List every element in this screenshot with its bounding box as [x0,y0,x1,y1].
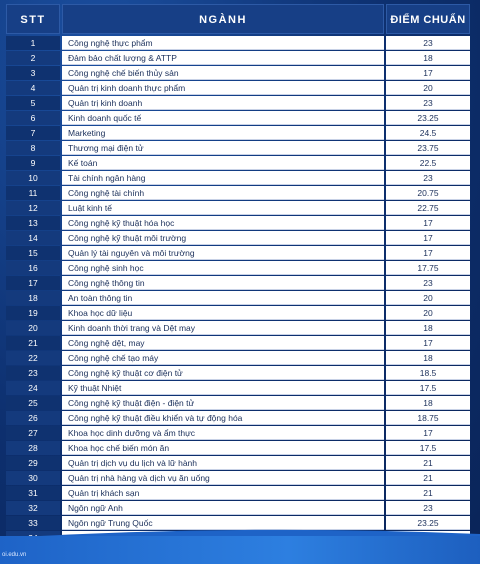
table-row [6,51,470,65]
row-diem-chuan: 23.25 [386,516,470,530]
row-diem-chuan: 21 [386,486,470,500]
row-diem-chuan: 17 [386,66,470,80]
row-diem-chuan: 22.5 [386,156,470,170]
row-stt: 7 [6,126,60,140]
row-nganh: Kế toán [62,156,384,170]
row-diem-chuan: 23 [386,36,470,50]
row-stt: 5 [6,96,60,110]
table-row [6,261,470,275]
row-nganh: Kinh doanh thời trang và Dệt may [62,321,384,335]
table-row [6,321,470,335]
row-stt: 9 [6,156,60,170]
row-stt: 16 [6,261,60,275]
row-nganh: Công nghệ tài chính [62,186,384,200]
row-diem-chuan: 18 [386,396,470,410]
row-diem-chuan: 18.5 [386,366,470,380]
table-row [6,111,470,125]
row-nganh: Công nghệ kỹ thuật điều khiển và tự động hóa [62,411,384,425]
row-nganh: Công nghệ chế tạo máy [62,351,384,365]
row-stt: 33 [6,516,60,530]
row-diem-chuan: 21 [386,456,470,470]
table-row [6,186,470,200]
table-row [6,381,470,395]
header-nganh: NGÀNH [62,4,384,34]
row-diem-chuan: 20 [386,306,470,320]
row-diem-chuan: 18.75 [386,411,470,425]
header-diem-chuan: ĐIỂM CHUẨN [386,4,470,34]
row-diem-chuan: 17 [386,336,470,350]
table-row [6,336,470,350]
row-nganh: Công nghệ chế biến thủy sản [62,66,384,80]
table-row [6,81,470,95]
table-header [6,4,470,34]
row-stt: 17 [6,276,60,290]
row-diem-chuan: 17 [386,216,470,230]
row-diem-chuan: 23 [386,276,470,290]
row-diem-chuan: 17 [386,426,470,440]
row-nganh: Quản trị khách sạn [62,486,384,500]
row-diem-chuan: 17 [386,246,470,260]
table-row [6,411,470,425]
row-nganh: Đảm bảo chất lượng & ATTP [62,51,384,65]
row-diem-chuan: 20 [386,81,470,95]
table-row [6,366,470,380]
row-diem-chuan: 17 [386,231,470,245]
row-stt: 28 [6,441,60,455]
row-stt: 27 [6,426,60,440]
table-row [6,126,470,140]
table-row [6,246,470,260]
row-nganh: Công nghệ kỹ thuật cơ điện tử [62,366,384,380]
row-stt: 6 [6,111,60,125]
table-row [6,141,470,155]
row-stt: 12 [6,201,60,215]
table-row [6,216,470,230]
row-nganh: Công nghệ thực phẩm [62,36,384,50]
table-row [6,291,470,305]
table-row [6,231,470,245]
row-diem-chuan: 18 [386,321,470,335]
row-stt: 30 [6,471,60,485]
row-diem-chuan: 17.5 [386,381,470,395]
row-nganh: Quản lý tài nguyên và môi trường [62,246,384,260]
table-row [6,306,470,320]
row-stt: 31 [6,486,60,500]
table-row [6,156,470,170]
table-row [6,486,470,500]
row-nganh: Marketing [62,126,384,140]
table-row [6,276,470,290]
table-row [6,456,470,470]
row-nganh: Quản trị nhà hàng và dịch vụ ăn uống [62,471,384,485]
row-stt: 29 [6,456,60,470]
row-diem-chuan: 20 [386,291,470,305]
row-stt: 1 [6,36,60,50]
row-diem-chuan: 23 [386,501,470,515]
row-stt: 13 [6,216,60,230]
row-nganh: Khoa học dữ liệu [62,306,384,320]
footer-site: oi.edu.vn [2,552,27,558]
row-diem-chuan: 24.5 [386,126,470,140]
row-diem-chuan: 22.75 [386,201,470,215]
table-row [6,441,470,455]
score-table [6,4,470,527]
row-diem-chuan: 21 [386,471,470,485]
row-stt: 20 [6,321,60,335]
row-stt: 19 [6,306,60,320]
row-stt: 26 [6,411,60,425]
table-row [6,471,470,485]
row-stt: 2 [6,51,60,65]
row-diem-chuan: 23 [386,96,470,110]
row-nganh: Luật kinh tế [62,201,384,215]
row-nganh: Ngôn ngữ Anh [62,501,384,515]
row-stt: 25 [6,396,60,410]
row-nganh: Công nghệ kỹ thuật hóa học [62,216,384,230]
row-stt: 3 [6,66,60,80]
row-nganh: Kỹ thuật Nhiệt [62,381,384,395]
row-diem-chuan: 18 [386,351,470,365]
table-row [6,351,470,365]
row-stt: 4 [6,81,60,95]
table-row [6,66,470,80]
row-stt: 15 [6,246,60,260]
row-nganh: Công nghệ dệt, may [62,336,384,350]
table-row [6,501,470,515]
row-stt: 18 [6,291,60,305]
row-stt: 21 [6,336,60,350]
row-nganh: Công nghệ kỹ thuật môi trường [62,231,384,245]
table-row [6,426,470,440]
row-nganh: Công nghệ thông tin [62,276,384,290]
row-stt: 14 [6,231,60,245]
row-nganh: An toàn thông tin [62,291,384,305]
row-nganh: Khoa học chế biến món ăn [62,441,384,455]
row-nganh: Công nghệ sinh học [62,261,384,275]
row-stt: 11 [6,186,60,200]
table-row [6,171,470,185]
row-nganh: Quản trị dịch vụ du lịch và lữ hành [62,456,384,470]
row-stt: 23 [6,366,60,380]
table-row [6,96,470,110]
row-stt: 8 [6,141,60,155]
row-diem-chuan: 23.75 [386,141,470,155]
row-nganh: Tài chính ngân hàng [62,171,384,185]
table-row [6,36,470,50]
footer-band [0,536,480,564]
row-stt: 24 [6,381,60,395]
row-nganh: Khoa học dinh dưỡng và ẩm thực [62,426,384,440]
row-diem-chuan: 17.75 [386,261,470,275]
row-diem-chuan: 17.5 [386,441,470,455]
row-nganh: Thương mại điện tử [62,141,384,155]
row-stt: 32 [6,501,60,515]
row-nganh: Ngôn ngữ Trung Quốc [62,516,384,530]
row-diem-chuan: 23.25 [386,111,470,125]
header-stt: STT [6,4,60,34]
row-diem-chuan: 23 [386,171,470,185]
row-nganh: Kinh doanh quốc tế [62,111,384,125]
row-nganh: Quản trị kinh doanh thực phẩm [62,81,384,95]
row-stt: 22 [6,351,60,365]
row-stt: 10 [6,171,60,185]
row-nganh: Công nghệ kỹ thuật điện - điện tử [62,396,384,410]
row-nganh: Quản trị kinh doanh [62,96,384,110]
row-diem-chuan: 20.75 [386,186,470,200]
table-row [6,396,470,410]
table-row [6,201,470,215]
row-diem-chuan: 18 [386,51,470,65]
